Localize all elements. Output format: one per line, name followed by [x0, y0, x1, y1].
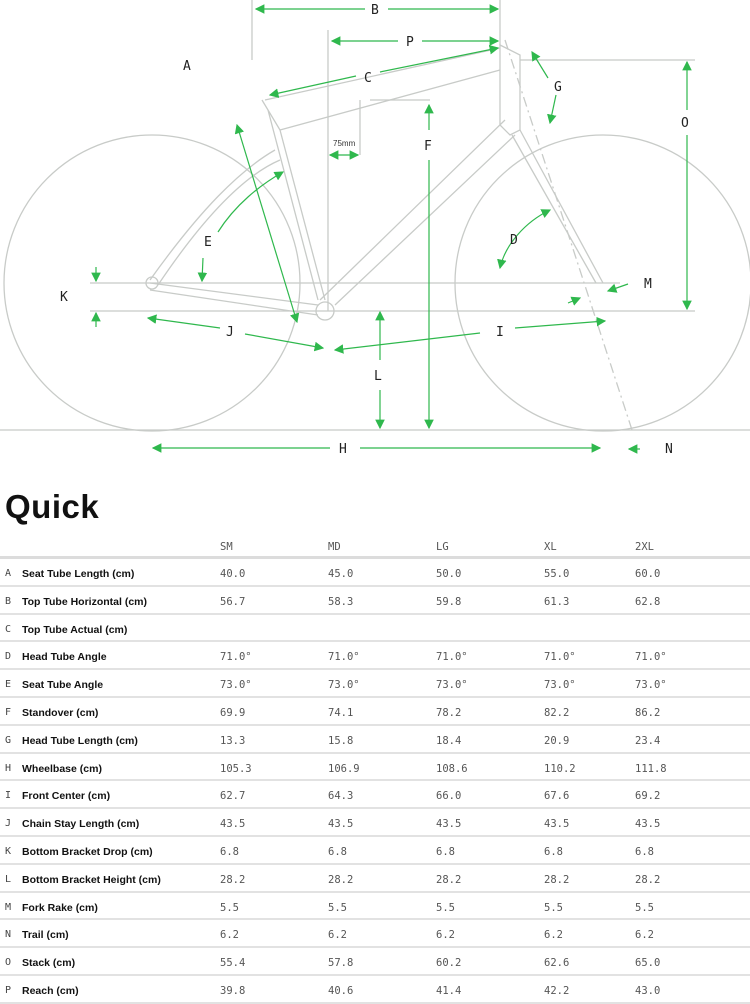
cell-value: 43.5	[635, 818, 661, 831]
table-row	[0, 698, 750, 726]
cell-value: 43.5	[220, 818, 246, 831]
size-header: 2XL	[635, 541, 654, 553]
row-letter: N	[5, 929, 12, 941]
cell-value: 6.8	[544, 845, 563, 858]
cell-value: 42.2	[544, 984, 570, 997]
row-name: Front Center (cm)	[22, 790, 111, 803]
cell-value: 110.2	[544, 762, 576, 775]
table-row	[0, 587, 750, 615]
dimension-labels	[60, 3, 689, 457]
cell-value: 40.6	[328, 984, 354, 997]
table-row	[0, 642, 750, 670]
row-name: Seat Tube Angle	[22, 679, 104, 692]
cell-value: 45.0	[328, 568, 354, 580]
cell-value: 6.2	[635, 929, 654, 942]
row-letter: B	[5, 595, 12, 607]
table-row	[0, 893, 750, 921]
label-i: I	[496, 325, 504, 340]
row-name: Top Tube Actual (cm)	[22, 623, 128, 636]
row-name: Standover (cm)	[22, 706, 99, 719]
cell-value: 55.0	[544, 568, 570, 580]
row-letter: L	[5, 873, 12, 885]
label-f: F	[424, 139, 432, 154]
cell-value: 56.7	[220, 595, 246, 608]
cell-value: 82.2	[544, 706, 570, 719]
cell-value: 105.3	[220, 762, 252, 775]
cell-value: 73.0°	[328, 679, 360, 692]
row-letter: J	[5, 818, 12, 830]
label-l: L	[374, 369, 382, 384]
table-row	[0, 948, 750, 976]
label-g: G	[554, 80, 562, 95]
cell-value: 106.9	[328, 762, 360, 775]
cell-value: 5.5	[635, 901, 654, 914]
cell-value: 5.5	[220, 901, 239, 914]
cell-value: 60.0	[635, 568, 661, 580]
cell-value: 62.6	[544, 957, 570, 970]
row-letter: H	[5, 762, 12, 774]
cell-value: 71.0°	[220, 651, 252, 664]
cell-value: 71.0°	[544, 651, 576, 664]
geometry-table	[0, 532, 750, 1004]
row-name: Bottom Bracket Drop (cm)	[22, 845, 153, 858]
size-header: LG	[436, 541, 449, 553]
cell-value: 43.5	[436, 818, 462, 831]
cell-value: 5.5	[328, 901, 347, 914]
label-n: N	[665, 442, 673, 457]
cell-value: 58.3	[328, 595, 354, 608]
cell-value: 6.8	[220, 845, 239, 858]
row-name: Reach (cm)	[22, 984, 79, 997]
bike-frame	[0, 0, 750, 431]
label-c: C	[364, 71, 372, 86]
cell-value: 71.0°	[635, 651, 667, 664]
cell-value: 28.2	[544, 873, 570, 886]
cell-value: 69.9	[220, 706, 246, 719]
cell-value: 71.0°	[436, 651, 468, 664]
cell-value: 6.2	[328, 929, 347, 942]
cell-value: 59.8	[436, 595, 462, 608]
size-header: XL	[544, 541, 557, 553]
row-name: Head Tube Angle	[22, 651, 107, 664]
cell-value: 64.3	[328, 790, 354, 803]
row-letter: K	[5, 845, 12, 857]
cell-value: 28.2	[436, 873, 462, 886]
cell-value: 108.6	[436, 762, 468, 775]
row-name: Bottom Bracket Height (cm)	[22, 873, 161, 886]
cell-value: 6.8	[436, 845, 455, 858]
cell-value: 74.1	[328, 706, 354, 719]
cell-value: 5.5	[436, 901, 455, 914]
cell-value: 61.3	[544, 595, 570, 608]
cell-value: 71.0°	[328, 651, 360, 664]
table-row	[0, 726, 750, 754]
dimension-arrows	[96, 9, 687, 449]
row-letter: M	[5, 901, 12, 913]
label-p: P	[406, 35, 414, 50]
cell-value: 43.5	[328, 818, 354, 831]
cell-value: 73.0°	[544, 679, 576, 692]
row-letter: G	[5, 734, 12, 746]
label-b: B	[371, 3, 379, 18]
cell-value: 28.2	[328, 873, 354, 886]
cell-value: 73.0°	[220, 679, 252, 692]
cell-value: 28.2	[635, 873, 661, 886]
row-name: Stack (cm)	[22, 957, 76, 970]
size-header: MD	[328, 541, 341, 553]
cell-value: 57.8	[328, 957, 354, 970]
cell-value: 20.9	[544, 734, 570, 747]
cell-value: 62.7	[220, 790, 246, 803]
table-row	[0, 670, 750, 698]
row-letter: I	[5, 790, 12, 802]
cell-value: 23.4	[635, 734, 661, 747]
table-row	[0, 559, 750, 587]
cell-value: 62.8	[635, 595, 661, 608]
cell-value: 6.8	[635, 845, 654, 858]
cell-value: 78.2	[436, 706, 462, 719]
cell-value: 43.5	[544, 818, 570, 831]
row-letter: O	[5, 957, 12, 969]
label-o: O	[681, 116, 689, 131]
cell-value: 13.3	[220, 734, 246, 747]
cell-value: 6.8	[328, 845, 347, 858]
size-header: SM	[220, 541, 233, 553]
cell-value: 39.8	[220, 984, 246, 997]
table-row	[0, 754, 750, 782]
cell-value: 6.2	[544, 929, 563, 942]
label-h: H	[339, 442, 347, 457]
cell-value: 86.2	[635, 706, 661, 719]
table-row	[0, 615, 750, 643]
cell-value: 43.0	[635, 984, 661, 997]
row-letter: F	[5, 706, 12, 718]
row-letter: D	[5, 651, 12, 663]
table-row	[0, 920, 750, 948]
label-d: D	[510, 233, 518, 248]
label-j: J	[226, 325, 234, 340]
label-75mm: 75mm	[333, 139, 356, 148]
cell-value: 69.2	[635, 790, 661, 803]
table-header	[0, 532, 750, 559]
row-name: Seat Tube Length (cm)	[22, 568, 135, 580]
table-row	[0, 865, 750, 893]
cell-value: 65.0	[635, 957, 661, 970]
bike-geometry-diagram	[0, 0, 750, 470]
cell-value: 15.8	[328, 734, 354, 747]
row-name: Fork Rake (cm)	[22, 901, 98, 914]
label-k: K	[60, 290, 68, 305]
table-row	[0, 781, 750, 809]
row-letter: A	[5, 568, 12, 579]
cell-value: 67.6	[544, 790, 570, 803]
row-letter: E	[5, 679, 12, 691]
cell-value: 66.0	[436, 790, 462, 803]
cell-value: 55.4	[220, 957, 246, 970]
row-name: Trail (cm)	[22, 929, 69, 942]
cell-value: 111.8	[635, 762, 667, 775]
page-title: Quick	[5, 488, 100, 525]
table-row	[0, 809, 750, 837]
row-name: Wheelbase (cm)	[22, 762, 102, 775]
label-a: A	[183, 59, 191, 74]
row-name: Chain Stay Length (cm)	[22, 818, 140, 831]
row-name: Head Tube Length (cm)	[22, 734, 138, 747]
cell-value: 41.4	[436, 984, 462, 997]
cell-value: 50.0	[436, 568, 462, 580]
label-m: M	[644, 277, 652, 292]
cell-value: 6.2	[436, 929, 455, 942]
cell-value: 73.0°	[436, 679, 468, 692]
cell-value: 28.2	[220, 873, 246, 886]
table-row	[0, 976, 750, 1004]
label-e: E	[204, 235, 212, 250]
cell-value: 73.0°	[635, 679, 667, 692]
row-letter: P	[5, 984, 12, 996]
cell-value: 6.2	[220, 929, 239, 942]
cell-value: 5.5	[544, 901, 563, 914]
cell-value: 60.2	[436, 957, 462, 970]
row-name: Top Tube Horizontal (cm)	[22, 595, 148, 608]
row-letter: C	[5, 623, 12, 635]
cell-value: 18.4	[436, 734, 462, 747]
cell-value: 40.0	[220, 568, 246, 580]
table-row	[0, 837, 750, 865]
